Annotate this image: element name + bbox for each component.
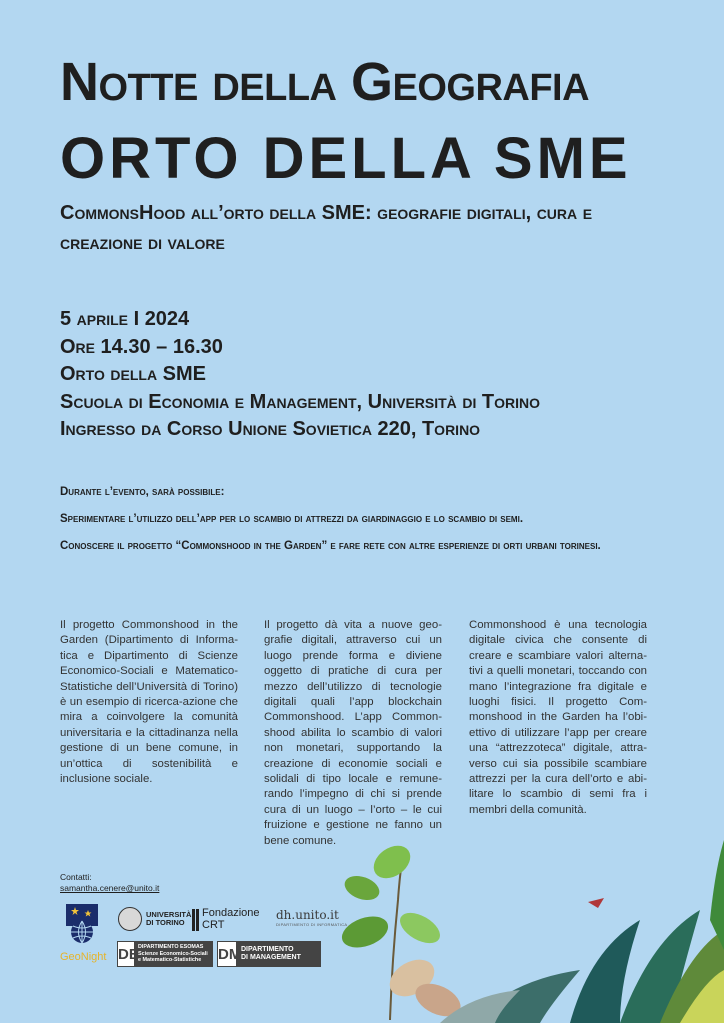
crt-bars-icon (192, 909, 199, 931)
dh-logo-text: dh.unito.it (276, 908, 339, 922)
unito-line: UNIVERSITÀ (146, 909, 192, 919)
contacts (60, 872, 159, 894)
unito-logo-text (146, 911, 191, 928)
body-column-3: Commonshood è una tecnologia digitale civica che consente di creare e scambiare valori alternativi a quelli monetari, toccando con mano l’integrazione fra digitale e luoghi fisici. Il progetto Commonshood in the Garden ha l’obiettivo di utilizzare l’app per creare una “attrezzoteca” digitale, attraverso cui sia possibile scambiare attrezzi per la cura dell’orto e abilitare lo scambio di semi fra i membri della comunità. (469, 619, 647, 816)
esomas-logo-text (135, 944, 208, 964)
dh-logo-subtext: DIPARTIMENTO DI INFORMATICA (276, 922, 348, 927)
poster-title: Notte della Geografia (60, 52, 590, 112)
esomas-mark: DE (117, 941, 135, 967)
geonight-logo-text: GeoNight (60, 951, 107, 963)
event-subtitle: CommonsHood all’orto della SME: geografie digitali, cura e creazione di valore (60, 202, 593, 254)
geonight-globe-icon (66, 904, 98, 944)
crt-logo (192, 908, 260, 931)
unito-logo (118, 905, 192, 933)
leaf-icon (395, 907, 445, 950)
dm-line: DI MANAGEMENT (241, 954, 301, 961)
event-school: Scuola di Economia e Management, Università di Torino (60, 390, 541, 413)
crt-line: Fondazione (202, 907, 260, 919)
management-logo (217, 941, 321, 967)
esomas-logo (117, 941, 213, 967)
flower-icon (588, 898, 604, 908)
dm-mark: DM (217, 941, 237, 967)
event-entrance: Ingresso da Corso Unione Sovietica 220, Torino (60, 418, 481, 440)
body-column-2: Il progetto dà vita a nuove geografie digitali, attraverso cui un luogo prende forma e diviene oggetto di pratiche di cura per mezzo dell’utilizzo di tecnologie digitali quali l’app blockchain Commonshood. L’app Commonshood abilita lo scambio di valori non monetari, supportando la creazione di economie sociali e solidali di tipo locale e remunerando l’impegno di chi si prende cura di un luogo – l’orto – le cui fruizione e gestione ne fanno un bene comune. (264, 619, 442, 847)
leaf-icon (338, 911, 393, 954)
plants-illustration (320, 830, 724, 1023)
event-info (60, 306, 700, 444)
crt-line: CRT (202, 918, 225, 931)
crt-logo-text (202, 908, 260, 931)
contact-email-link[interactable]: samantha.cenere@unito.it (60, 883, 160, 893)
event-date: 5 aprile I 2024 (60, 308, 190, 330)
event-activities (60, 486, 700, 567)
esomas-line: Scienze Economico-Sociali (138, 950, 208, 957)
body-column-1: Il progetto Commonshood in the Garden (Dipartimento di Informatica e Dipartimento di Scienze Economico-Sociali e Matematico-Statistiche dell’Università di Torino) è un esempio di ricerca-azione che mira a coinvolgere la comunità universitaria e la cittadinanza nella gestione di un bene comune, in un’ottica di sostenibilità e inclusione sociale. (60, 619, 238, 786)
event-time: Ore 14.30 – 16.30 (60, 335, 223, 358)
esomas-line: DIPARTIMENTO ESOMAS (138, 944, 204, 951)
activity-item: Conoscere il progetto “Commonshood in the Garden” e fare rete con altre esperienze di orti urbani torinesi. (60, 540, 601, 552)
activities-intro: Durante l’evento, sarà possibile: (60, 486, 225, 498)
contacts-label: Contatti: (60, 872, 92, 882)
leaf-icon (368, 839, 417, 885)
unito-line: DI TORINO (146, 918, 185, 927)
geonight-logo (60, 904, 107, 970)
leaf-icon (710, 840, 724, 950)
event-venue: Orto della SME (60, 363, 206, 385)
esomas-line: e Matematico-Statistiche (138, 957, 202, 964)
dm-line: DIPARTIMENTO (241, 946, 294, 953)
activity-item: Sperimentare l’utilizzo dell’app per lo scambio di attrezzi da giardinaggio e lo scambio di semi. (60, 513, 524, 525)
event-name: ORTO DELLA SME (60, 126, 632, 191)
unito-seal-icon (118, 907, 142, 931)
leaf-icon (341, 872, 382, 905)
dm-logo-text (237, 946, 301, 962)
